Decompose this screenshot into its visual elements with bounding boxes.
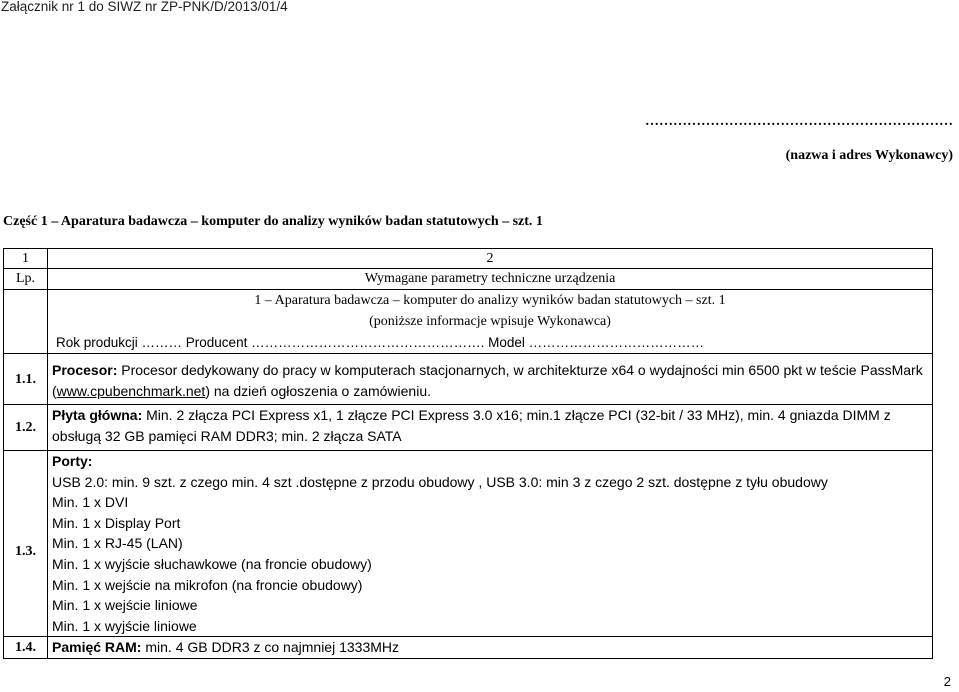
row-content xyxy=(48,354,933,405)
table-row xyxy=(4,637,933,659)
column-header-lp: Lp. xyxy=(4,269,48,290)
part-heading: Część 1 – Aparatura badawcza – komputer do analizy wyników badan statutowych – szt. 1 xyxy=(3,214,543,229)
specification-table xyxy=(3,248,933,659)
row-text: Min. 2 złącza PCI Express x1, 1 złącze PCI Express 3.0 x16; min.1 złącze PCI (32-bit / 33 MHz), min. 4 gniazda DIMM z obsługą 32 GB pamięci RAM DDR3; min. 2 złącza SATA xyxy=(52,407,891,444)
port-line: Min. 1 x RJ-45 (LAN) xyxy=(52,535,183,552)
row-number: 1.4. xyxy=(4,637,48,659)
subheader-line-1: 1 – Aparatura badawcza – komputer do analizy wyników badan statutowych – szt. 1 xyxy=(254,293,726,308)
page-number: 2 xyxy=(943,674,951,689)
row-content xyxy=(48,637,933,659)
subheader-empty-cell xyxy=(4,290,48,354)
table-row xyxy=(4,354,933,405)
row-text: ) na dzień ogłoszenia o zamówieniu. xyxy=(205,383,432,399)
contractor-name-placeholder: ………………………………………………………… xyxy=(645,114,953,129)
subheader-line-2: (poniższe informacje wpisuje Wykonawca) xyxy=(369,314,611,329)
row-label: Pamięć RAM: xyxy=(52,639,142,656)
row-label: Płyta główna: xyxy=(52,407,143,423)
row-number: 1.3. xyxy=(4,451,48,637)
port-line: Min. 1 x wejście liniowe xyxy=(52,597,198,614)
passmark-link[interactable]: www.cpubenchmark.net xyxy=(56,383,206,399)
port-line: USB 2.0: min. 9 szt. z czego min. 4 szt .dostępne z przodu obudowy , USB 3.0: min 3 z czego 2 szt. dostępne z tyłu obudowy xyxy=(52,473,828,490)
row-text: min. 4 GB DDR3 z co najmniej 1333MHz xyxy=(141,639,400,656)
port-line: Min. 1 x wyjście słuchawkowe (na froncie obudowy) xyxy=(52,555,372,572)
table-row xyxy=(4,451,933,637)
column-header-row xyxy=(4,269,933,290)
column-number-1: 1 xyxy=(4,249,48,269)
table-row xyxy=(4,405,933,451)
row-label: Procesor: xyxy=(52,362,118,378)
port-line: Min. 1 x wejście na mikrofon (na froncie obudowy) xyxy=(52,576,363,593)
row-content xyxy=(48,405,933,451)
row-number: 1.1. xyxy=(4,354,48,405)
subheader-line-3: Rok produkcji ……… Producent ……………………………………………. Model ………………………………… xyxy=(56,335,705,350)
column-number-2: 2 xyxy=(48,249,933,269)
column-header-parameters: Wymagane parametry techniczne urządzenia xyxy=(48,269,933,290)
document-header-title: Załącznik nr 1 do SIWZ nr ZP-PNK/D/2013/01/4 xyxy=(1,0,288,14)
row-text: Procesor dedykowany do pracy w komputerach stacjonarnych, w architekturze x64 o wydajności min 6500 pkt w teście PassMark ( xyxy=(52,362,923,399)
port-line: Min. 1 x Display Port xyxy=(52,514,181,531)
column-number-row xyxy=(4,249,933,269)
row-label: Porty: xyxy=(52,453,93,469)
port-line: Min. 1 x wyjście liniowe xyxy=(52,617,197,634)
subheader-cell xyxy=(48,290,933,354)
row-content xyxy=(48,451,933,637)
contractor-label: (nazwa i adres Wykonawcy) xyxy=(785,148,953,163)
subheader-row xyxy=(4,290,933,354)
port-line: Min. 1 x DVI xyxy=(52,494,129,511)
row-number: 1.2. xyxy=(4,405,48,451)
